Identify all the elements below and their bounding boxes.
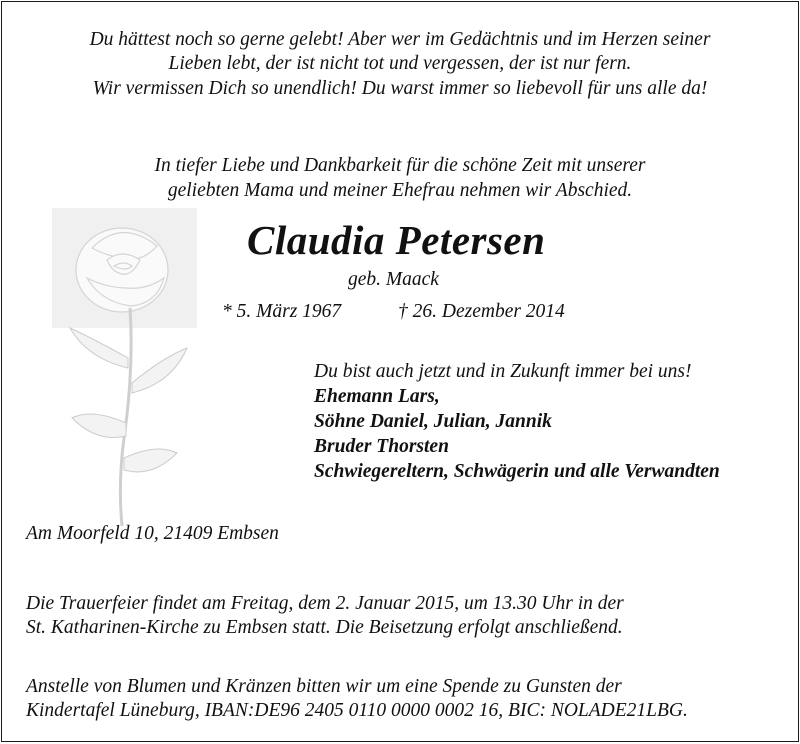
mourner-line-1: Ehemann Lars, (314, 386, 440, 407)
obituary-notice (1, 1, 799, 742)
funeral-line-1: Die Trauerfeier findet am Freitag, dem 2. Januar 2015, um 13.30 Uhr in der (26, 593, 624, 614)
rose-image (52, 208, 197, 526)
address: Am Moorfeld 10, 21409 Embsen (26, 523, 279, 544)
mourner-line-4: Schwiegereltern, Schwägerin und alle Verwandten (314, 461, 720, 482)
poem-line-3: Wir vermissen Dich so unendlich! Du warst immer so liebevoll für uns alle da! (92, 78, 708, 99)
poem-line-1: Du hättest noch so gerne gelebt! Aber wer im Gedächtnis und im Herzen seiner (89, 29, 711, 50)
mourners-quote: Du bist auch jetzt und in Zukunft immer bei uns! (314, 361, 692, 382)
deceased-name: Claudia Petersen (247, 217, 546, 263)
poem-line-2: Lieben lebt, der ist nicht tot und vergessen, der ist nur fern. (168, 53, 632, 74)
maiden-name: geb. Maack (348, 269, 439, 290)
donation-line-1: Anstelle von Blumen und Kränzen bitten wir um eine Spende zu Gunsten der (26, 676, 622, 697)
intro-line-1: In tiefer Liebe und Dankbarkeit für die schöne Zeit mit unserer (154, 155, 646, 176)
donation-line-2: Kindertafel Lüneburg, IBAN:DE96 2405 0110 0000 0002 16, BIC: NOLADE21LBG. (26, 700, 688, 721)
mourner-line-3: Bruder Thorsten (314, 436, 449, 457)
mourner-line-2: Söhne Daniel, Julian, Jannik (314, 411, 552, 432)
funeral-line-2: St. Katharinen-Kirche zu Embsen statt. Die Beisetzung erfolgt anschließend. (26, 617, 623, 638)
intro-line-2: geliebten Mama und meiner Ehefrau nehmen wir Abschied. (167, 180, 633, 201)
death-date: † 26. Dezember 2014 (398, 301, 565, 322)
birth-date: * 5. März 1967 (222, 301, 342, 322)
